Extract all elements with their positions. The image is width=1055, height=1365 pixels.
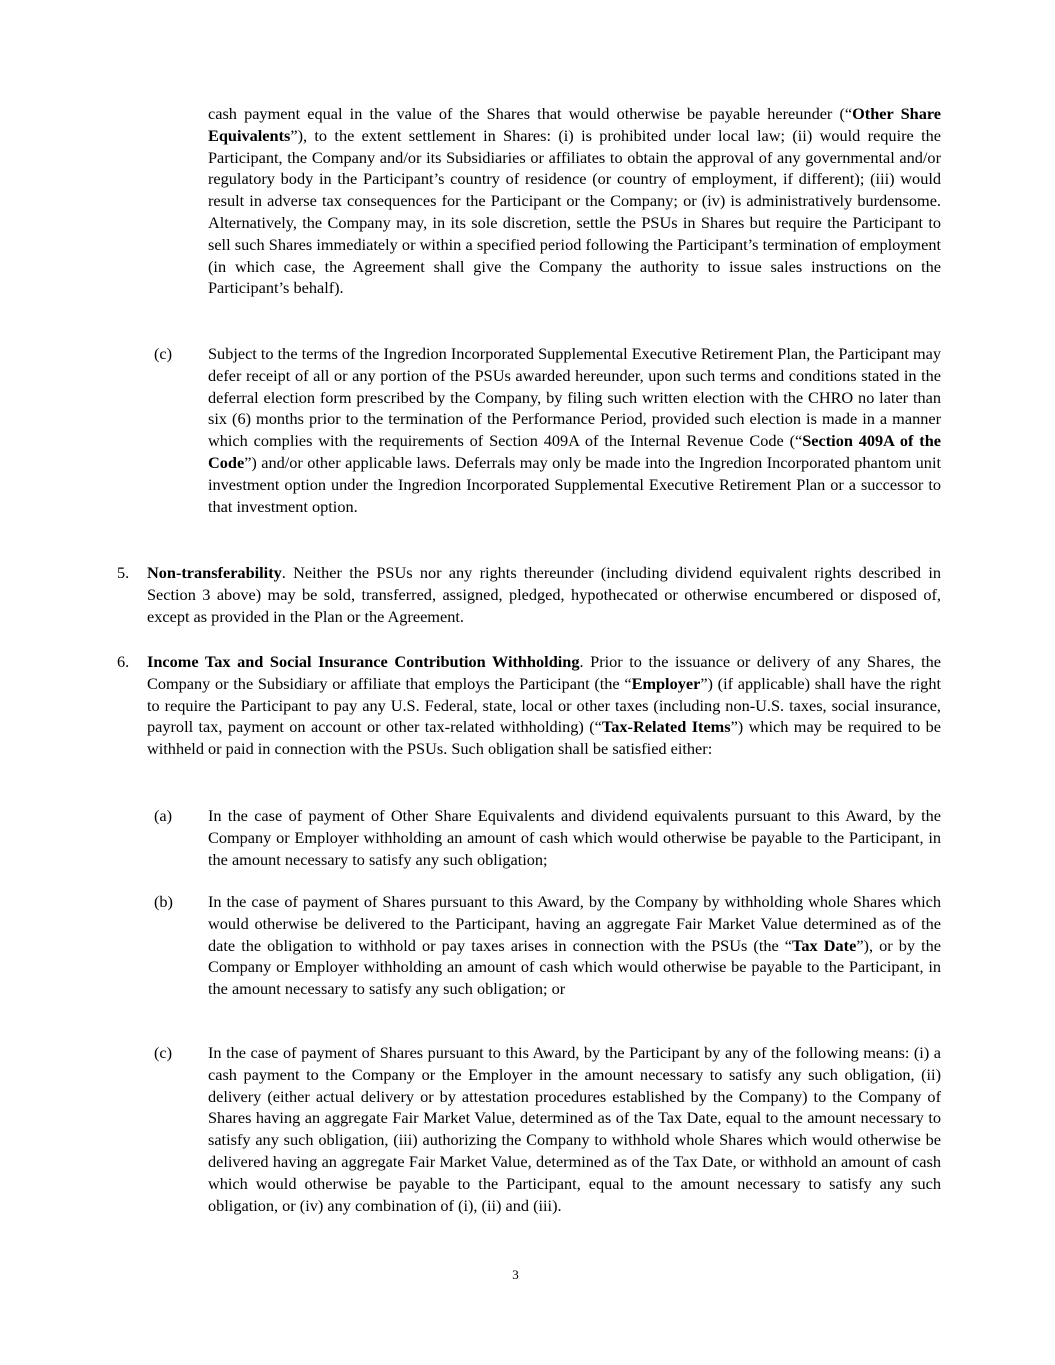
paragraph-c: Subject to the terms of the Ingredion Incorporated Supplemental Executive Retirement Plan, the Participant may defer receipt of all or any portion of the PSUs awarded hereunder, upon such terms and conditions stated in the deferral election form prescribed by the Company, by filing such written election with the CHRO no later than six (6) months prior to the termination of the Performance Period, provided such election is made in a manner which complies with the requirements of Section 409A of the Internal Revenue Code (“Section 409A of the Code”) and/or other applicable laws. Deferrals may only be made into the Ingredion Incorporated phantom unit investment option under the Ingredion Incorporated Supplemental Executive Retirement Plan or a successor to that investment option. xyxy=(208,344,942,516)
section-6c-paragraph: In the case of payment of Shares pursuant to this Award, by the Participant by any of the following means: (i) a cash payment to the Company or the Employer in the amount necessary to satisfy any such obligation, (ii) delivery (either actual delivery or by attestation procedures established by the Company) to the Company of Shares having an aggregate Fair Market Value, determined as of the Tax Date, equal to the amount necessary to satisfy any such obligation, (iii) authorizing the Company to withhold whole Shares which would otherwise be delivered having an aggregate Fair Market Value, determined as of the Tax Date, or withhold an amount of cash which would otherwise be payable to the Participant, equal to the amount necessary to satisfy any such obligation, or (iv) any combination of (i), (ii) and (iii). xyxy=(208,1043,941,1215)
section-6b-label: (b) xyxy=(154,892,173,911)
section-5-paragraph: Non-transferability. Neither the PSUs nor any rights thereunder (including dividend equivalent rights described in Section 3 above) may be sold, transferred, assigned, pledged, hypothecated or otherwise encumbered or disposed of, except as provided in the Plan or the Agreement. xyxy=(147,563,941,626)
section-6b-paragraph: In the case of payment of Shares pursuant to this Award, by the Company by withholding whole Shares which would otherwise be delivered to the Participant, having an aggregate Fair Market Value determined as of the date the obligation to withhold or pay taxes arises in connection with the PSUs (the “Tax Date”), or by the Company or Employer withholding an amount of cash which would otherwise be payable to the Participant, in the amount necessary to satisfy any such obligation; or xyxy=(208,892,942,999)
section-6a-paragraph: In the case of payment of Other Share Equivalents and dividend equivalents pursuant to this Award, by the Company or Employer withholding an amount of cash which would otherwise be payable to the Participant, in the amount necessary to satisfy any such obligation; xyxy=(208,806,941,869)
section-6-heading: Income Tax and Social Insurance Contribution Withholding xyxy=(147,652,580,671)
page-number: 3 xyxy=(512,1267,519,1282)
section-6c-label: (c) xyxy=(154,1043,173,1062)
paragraph-b-continuation: cash payment equal in the value of the Shares that would otherwise be payable hereunder (“Other Share Equivalents”), to the extent settlement in Shares: (i) is prohibited under local law; (ii) would require the Participant, the Company and/or its Subsidiaries or affiliates to obtain the approval of any governmental and/or regulatory body in the Participant’s country of residence (or country of employment, if different); (iii) would result in adverse tax consequences for the Participant or the Company; or (iv) is administratively burdensome. Alternatively, the Company may, in its sole discretion, settle the PSUs in Shares but require the Participant to sell such Shares immediately or within a specified period following the Participant’s termination of employment (in which case, the Agreement shall give the Company the authority to issue sales instructions on the Participant’s behalf). xyxy=(208,104,941,298)
section-5-heading: Non-transferability xyxy=(147,563,282,582)
section-6a-label: (a) xyxy=(154,806,173,825)
section-6-number: 6. xyxy=(117,652,130,671)
section-6-paragraph: Income Tax and Social Insurance Contribution Withholding. Prior to the issuance or delivery of any Shares, the Company or the Subsidiary or affiliate that employs the Participant (the “Employer”) (if applicable) shall have the right to require the Participant to pay any U.S. Federal, state, local or other taxes (including non-U.S. taxes, social insurance, payroll tax, payment on account or other tax-related withholding) (“Tax-Related Items”) which may be required to be withheld or paid in connection with the PSUs. Such obligation shall be satisfied either: xyxy=(147,652,942,759)
section-5-number: 5. xyxy=(117,563,130,582)
paragraph-c-label: (c) xyxy=(154,344,173,363)
